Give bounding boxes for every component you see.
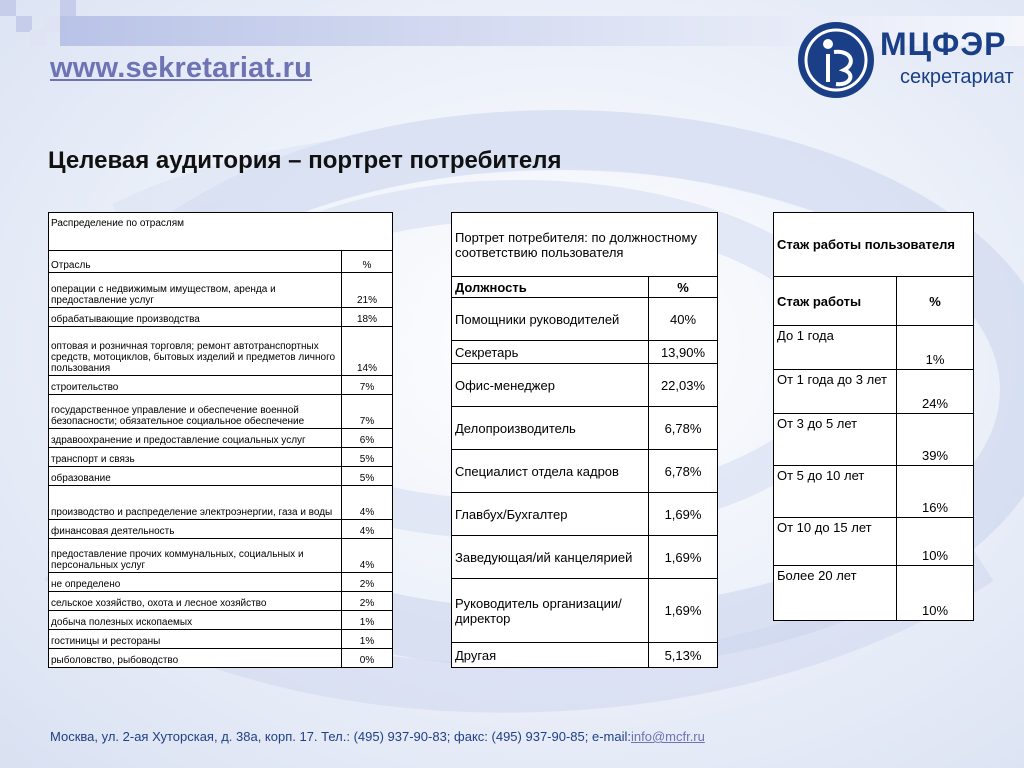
- industries-row-pct: 1%: [342, 630, 393, 649]
- positions-row-name: Секретарь: [452, 341, 649, 364]
- industries-row-name: финансовая деятельность: [49, 520, 342, 539]
- experience-table: [773, 212, 974, 621]
- positions-row: [452, 364, 718, 407]
- experience-row-pct: 10%: [897, 518, 974, 566]
- industries-row-pct: 0%: [342, 649, 393, 668]
- industries-row-pct: 4%: [342, 520, 393, 539]
- industries-row: [49, 467, 393, 486]
- industries-row: [49, 308, 393, 327]
- positions-row-pct: 1,69%: [649, 493, 718, 536]
- industries-row-name: строительство: [49, 376, 342, 395]
- positions-row-name: Помощники руководителей: [452, 298, 649, 341]
- industries-row-pct: 4%: [342, 539, 393, 573]
- deco-square: [30, 30, 46, 46]
- industries-row-name: предоставление прочих коммунальных, социальных и персональных услуг: [49, 539, 342, 573]
- experience-row-name: До 1 года: [774, 326, 897, 370]
- industries-row: [49, 486, 393, 520]
- industries-row: [49, 630, 393, 649]
- experience-row-name: От 1 года до 3 лет: [774, 370, 897, 414]
- experience-row-pct: 10%: [897, 566, 974, 621]
- industries-row-name: рыболовство, рыбоводство: [49, 649, 342, 668]
- experience-row: [774, 466, 974, 518]
- industries-row: [49, 395, 393, 429]
- site-url-link[interactable]: www.sekretariat.ru: [50, 52, 313, 84]
- positions-row-name: Заведующая/ий канцелярией: [452, 536, 649, 579]
- industries-row-name: не определено: [49, 573, 342, 592]
- experience-row-pct: 39%: [897, 414, 974, 466]
- logo-title: МЦФЭР: [880, 26, 1007, 62]
- positions-row: [452, 298, 718, 341]
- positions-row-pct: 1,69%: [649, 579, 718, 643]
- industries-row-name: государственное управление и обеспечение военной безопасности; обязательное социальное обеспечение: [49, 395, 342, 429]
- positions-row: [452, 536, 718, 579]
- footer-email-link[interactable]: info@mcfr.ru: [630, 729, 705, 744]
- experience-row-name: Более 20 лет: [774, 566, 897, 621]
- industries-row: [49, 273, 393, 308]
- experience-row-name: От 10 до 15 лет: [774, 518, 897, 566]
- positions-row-pct: 40%: [649, 298, 718, 341]
- positions-row: [452, 450, 718, 493]
- industries-row: [49, 649, 393, 668]
- positions-row: [452, 407, 718, 450]
- industries-row-pct: 1%: [342, 611, 393, 630]
- industries-row: [49, 376, 393, 395]
- industries-row-name: оптовая и розничная торговля; ремонт автотранспортных средств, мотоциклов, бытовых изделий и предметов личного пользования: [49, 327, 342, 376]
- industries-row-name: здравоохранение и предоставление социальных услуг: [49, 429, 342, 448]
- industries-row: [49, 429, 393, 448]
- positions-col-pct-header: %: [649, 277, 718, 298]
- positions-row-pct: 5,13%: [649, 643, 718, 668]
- footer-contacts: [50, 729, 705, 744]
- experience-row: [774, 326, 974, 370]
- positions-row-pct: 6,78%: [649, 407, 718, 450]
- industries-row: [49, 611, 393, 630]
- industries-row: [49, 327, 393, 376]
- deco-square: [44, 16, 60, 32]
- industries-col-pct-header: %: [342, 251, 393, 273]
- industries-table: [48, 212, 393, 668]
- logo-subtitle: секретариат: [900, 66, 1014, 88]
- industries-row-pct: 5%: [342, 467, 393, 486]
- positions-row: [452, 643, 718, 668]
- experience-col-name-header: Стаж работы: [774, 277, 897, 326]
- industries-row: [49, 448, 393, 467]
- positions-row-name: Руководитель организации/директор: [452, 579, 649, 643]
- industries-row: [49, 520, 393, 539]
- experience-row-name: От 5 до 10 лет: [774, 466, 897, 518]
- positions-col-name-header: Должность: [452, 277, 649, 298]
- industries-col-name-header: Отрасль: [49, 251, 342, 273]
- industries-row-name: производство и распределение электроэнергии, газа и воды: [49, 486, 342, 520]
- industries-row-pct: 2%: [342, 592, 393, 611]
- experience-table-title: Стаж работы пользователя: [774, 213, 974, 277]
- industries-row-name: транспорт и связь: [49, 448, 342, 467]
- experience-row-pct: 24%: [897, 370, 974, 414]
- industries-row-name: операции с недвижимым имуществом, аренда и предоставление услуг: [49, 273, 342, 308]
- experience-row: [774, 566, 974, 621]
- industries-row: [49, 539, 393, 573]
- positions-row-name: Главбух/Бухгалтер: [452, 493, 649, 536]
- positions-row-name: Делопроизводитель: [452, 407, 649, 450]
- deco-square: [60, 0, 76, 16]
- industries-row-pct: 7%: [342, 376, 393, 395]
- experience-row: [774, 518, 974, 566]
- industries-row-pct: 14%: [342, 327, 393, 376]
- experience-row: [774, 370, 974, 414]
- industries-row-name: обрабатывающие производства: [49, 308, 342, 327]
- company-logo: [798, 22, 1018, 98]
- industries-row-pct: 7%: [342, 395, 393, 429]
- positions-table: [451, 212, 718, 668]
- industries-row-pct: 21%: [342, 273, 393, 308]
- experience-row-name: От 3 до 5 лет: [774, 414, 897, 466]
- industries-row-name: образование: [49, 467, 342, 486]
- positions-row-name: Офис-менеджер: [452, 364, 649, 407]
- positions-row-pct: 6,78%: [649, 450, 718, 493]
- industries-row-pct: 5%: [342, 448, 393, 467]
- industries-row-name: добыча полезных ископаемых: [49, 611, 342, 630]
- positions-table-title: Портрет потребителя: по должностному соответствию пользователя: [452, 213, 718, 277]
- page-title: Целевая аудитория – портрет потребителя: [48, 147, 562, 174]
- logo-emblem-icon: [798, 22, 874, 98]
- industries-row-pct: 18%: [342, 308, 393, 327]
- experience-row-pct: 16%: [897, 466, 974, 518]
- positions-row-pct: 13,90%: [649, 341, 718, 364]
- industries-row: [49, 592, 393, 611]
- deco-square: [0, 0, 16, 16]
- industries-table-title: Распределение по отраслям: [49, 213, 393, 251]
- industries-row-pct: 2%: [342, 573, 393, 592]
- experience-col-pct-header: %: [897, 277, 974, 326]
- positions-row-name: Специалист отдела кадров: [452, 450, 649, 493]
- industries-row-name: сельское хозяйство, охота и лесное хозяйство: [49, 592, 342, 611]
- footer-address: Москва, ул. 2-ая Хуторская, д. 38а, корп. 17. Тел.: (495) 937-90-83; факс: (495) 937-90-85; e-mail:: [50, 729, 631, 744]
- industries-row: [49, 573, 393, 592]
- positions-row-pct: 22,03%: [649, 364, 718, 407]
- positions-row: [452, 493, 718, 536]
- industries-row-name: гостиницы и рестораны: [49, 630, 342, 649]
- positions-row-pct: 1,69%: [649, 536, 718, 579]
- industries-row-pct: 6%: [342, 429, 393, 448]
- experience-row: [774, 414, 974, 466]
- positions-row-name: Другая: [452, 643, 649, 668]
- industries-row-pct: 4%: [342, 486, 393, 520]
- positions-row: [452, 341, 718, 364]
- experience-row-pct: 1%: [897, 326, 974, 370]
- positions-row: [452, 579, 718, 643]
